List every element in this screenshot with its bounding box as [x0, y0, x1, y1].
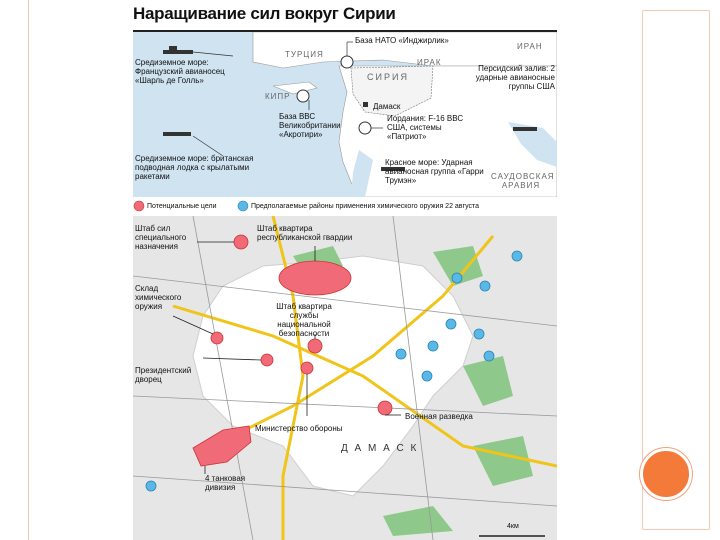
label-military-intelligence: Военная разведка — [405, 412, 473, 421]
carrier-ship-icon — [163, 50, 193, 54]
legend-target-swatch — [134, 201, 144, 211]
chemical-site — [480, 281, 490, 291]
green-zone — [463, 356, 513, 406]
target-special-forces — [234, 235, 248, 249]
country-label-iraq: ИРАК — [417, 58, 442, 67]
target-4th-armored-division — [193, 426, 251, 466]
airbase-plane-icon — [341, 56, 353, 68]
incirlik-label: База НАТО «Инджирлик» — [355, 36, 449, 45]
page-title: Наращивание сил вокруг Сирии — [133, 4, 396, 23]
label-defense-ministry: Министерство обороны — [255, 424, 343, 433]
target-defense-ministry — [301, 362, 313, 374]
damascus-overview-label: Дамаск — [373, 102, 401, 111]
target-republican-guard — [279, 261, 351, 295]
legend-chemical-swatch — [238, 201, 248, 211]
british-submarine-label: Средиземное море: британская подводная лодка с крылатыми ракетами — [135, 154, 254, 181]
damascus-map — [133, 216, 557, 540]
city-name-label: Д А М А С К — [341, 443, 419, 454]
chemical-site — [146, 481, 156, 491]
green-zone — [473, 436, 533, 486]
chemical-site — [428, 341, 438, 351]
carrier-ship-tower-icon — [169, 46, 177, 50]
legend-chemical-label: Предполагаемые районы применения химического оружия 22 августа — [251, 203, 480, 210]
gulf-carrier-icon — [513, 127, 537, 131]
akrotiri-label: База ВВС Великобритании «Акротири» — [279, 112, 341, 139]
target-presidential-palace — [261, 354, 273, 366]
submarine-icon — [163, 132, 191, 136]
red-sea-label: Красное море: Ударная авианосная группа «Гарри Трумэн» — [385, 158, 484, 185]
chemical-site — [396, 349, 406, 359]
legend — [133, 198, 557, 214]
label-4th-armored-division: 4 танковая дивизия — [205, 474, 246, 492]
label-republican-guard-hq: Штаб квартира республиканской гвардии — [257, 224, 353, 242]
chemical-site — [446, 319, 456, 329]
chemical-site — [474, 329, 484, 339]
chemical-site — [422, 371, 432, 381]
country-label-syria: СИРИЯ — [367, 72, 409, 82]
decorative-orange-circle — [640, 448, 692, 500]
infographic — [133, 4, 557, 540]
label-special-forces-hq: Штаб сил специального назначения — [135, 224, 187, 251]
overview-map — [133, 32, 557, 197]
country-label-saudi-arabia: САУДОВСКАЯ АРАВИЯ — [491, 172, 555, 190]
persian-gulf-label: Персидский залив: 2 ударные авианосные группы США — [475, 64, 555, 91]
jordan-plane-icon — [359, 122, 371, 134]
country-label-cyprus: КИПР — [265, 92, 291, 101]
chemical-site — [512, 251, 522, 261]
chemical-site — [484, 351, 494, 361]
country-label-turkey: ТУРЦИЯ — [285, 50, 324, 59]
green-zone — [383, 506, 453, 536]
label-chemical-warehouse: Склад химического оружия — [135, 284, 182, 311]
target-military-intelligence — [378, 401, 392, 415]
slide-left-margin — [0, 0, 29, 540]
label-national-security-hq: Штаб квартира службы национальной безопасности — [276, 302, 332, 338]
chemical-site — [452, 273, 462, 283]
jordan-label: Иордания: F-16 ВВС США, системы «Патриот» — [387, 114, 464, 141]
target-national-security — [308, 339, 322, 353]
label-presidential-palace: Президентский дворец — [135, 366, 192, 384]
french-carrier-label: Средиземное море: Французский авианосец «Шарль де Голль» — [135, 58, 225, 85]
scale-label: 4км — [507, 523, 519, 530]
legend-target-label: Потенциальные цели — [147, 203, 217, 210]
country-label-iran: ИРАН — [517, 42, 543, 51]
akrotiri-plane-icon — [297, 90, 309, 102]
damascus-marker-icon — [363, 102, 368, 107]
